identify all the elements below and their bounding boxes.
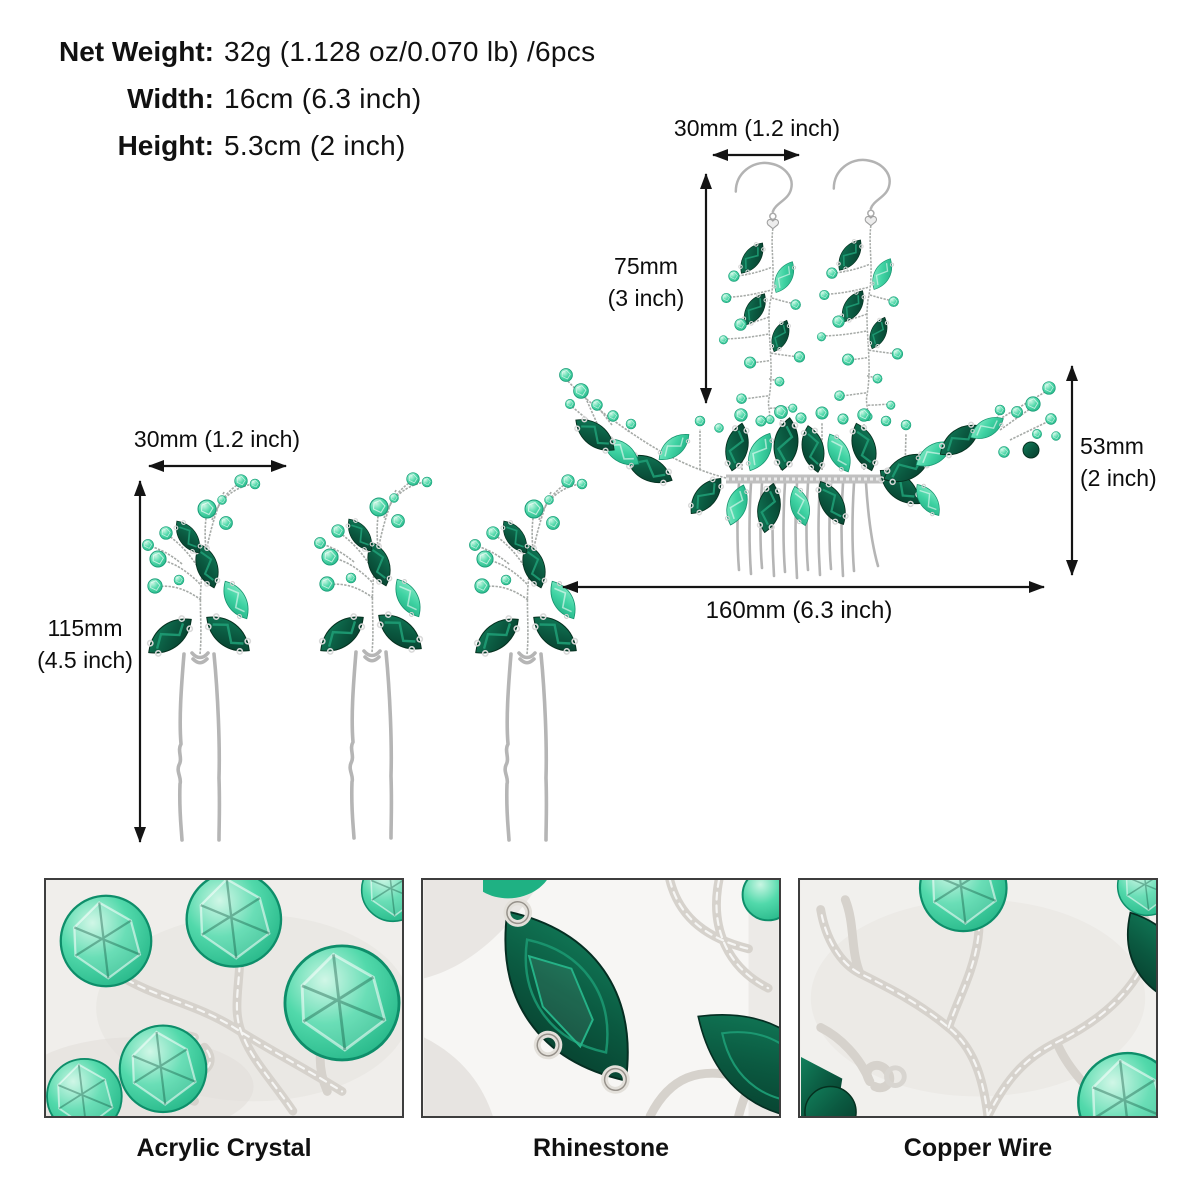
material-label-rhinestone: Rhinestone (532, 1134, 670, 1162)
width-value: 16cm (6.3 inch) (224, 83, 422, 114)
hairpin-height-inch: (4.5 inch) (37, 647, 133, 673)
acrylic-crystal-photo (44, 878, 404, 1118)
comb-height-inch: (2 inch) (1080, 465, 1157, 491)
hairpin-height-measurement (30, 612, 140, 676)
copper-wire-photo (798, 878, 1158, 1118)
hairpin-width-measurement: 30mm (1.2 inch) (133, 426, 301, 452)
width-label: Width: (127, 83, 214, 114)
comb-height-mm: 53mm (1080, 433, 1144, 459)
spec-row-width (46, 83, 595, 115)
earring-height-inch: (3 inch) (607, 285, 685, 311)
comb-figure (560, 369, 1061, 578)
earring-width-measurement: 30mm (1.2 inch) (673, 115, 841, 141)
spec-row-net-weight (46, 36, 595, 68)
comb-width-measurement: 160mm (6.3 inch) (705, 597, 893, 624)
net-weight-value: 32g (1.128 oz/0.070 lb) /6pcs (224, 36, 596, 67)
earring-height-measurement (596, 250, 696, 314)
earring-height-mm: 75mm (614, 253, 678, 279)
net-weight-label: Net Weight: (58, 36, 214, 67)
hairpins-figure (141, 473, 587, 840)
comb-height-measurement (1080, 430, 1200, 494)
spec-row-height (46, 130, 595, 162)
earrings-figure (719, 160, 903, 424)
material-label-copper-wire: Copper Wire (903, 1134, 1053, 1162)
material-label-acrylic-crystal: Acrylic Crystal (136, 1134, 312, 1162)
hairpin-height-mm: 115mm (47, 615, 123, 641)
spec-block (46, 36, 595, 177)
height-label: Height: (117, 130, 214, 161)
rhinestone-photo (421, 878, 781, 1118)
height-value: 5.3cm (2 inch) (224, 130, 406, 161)
